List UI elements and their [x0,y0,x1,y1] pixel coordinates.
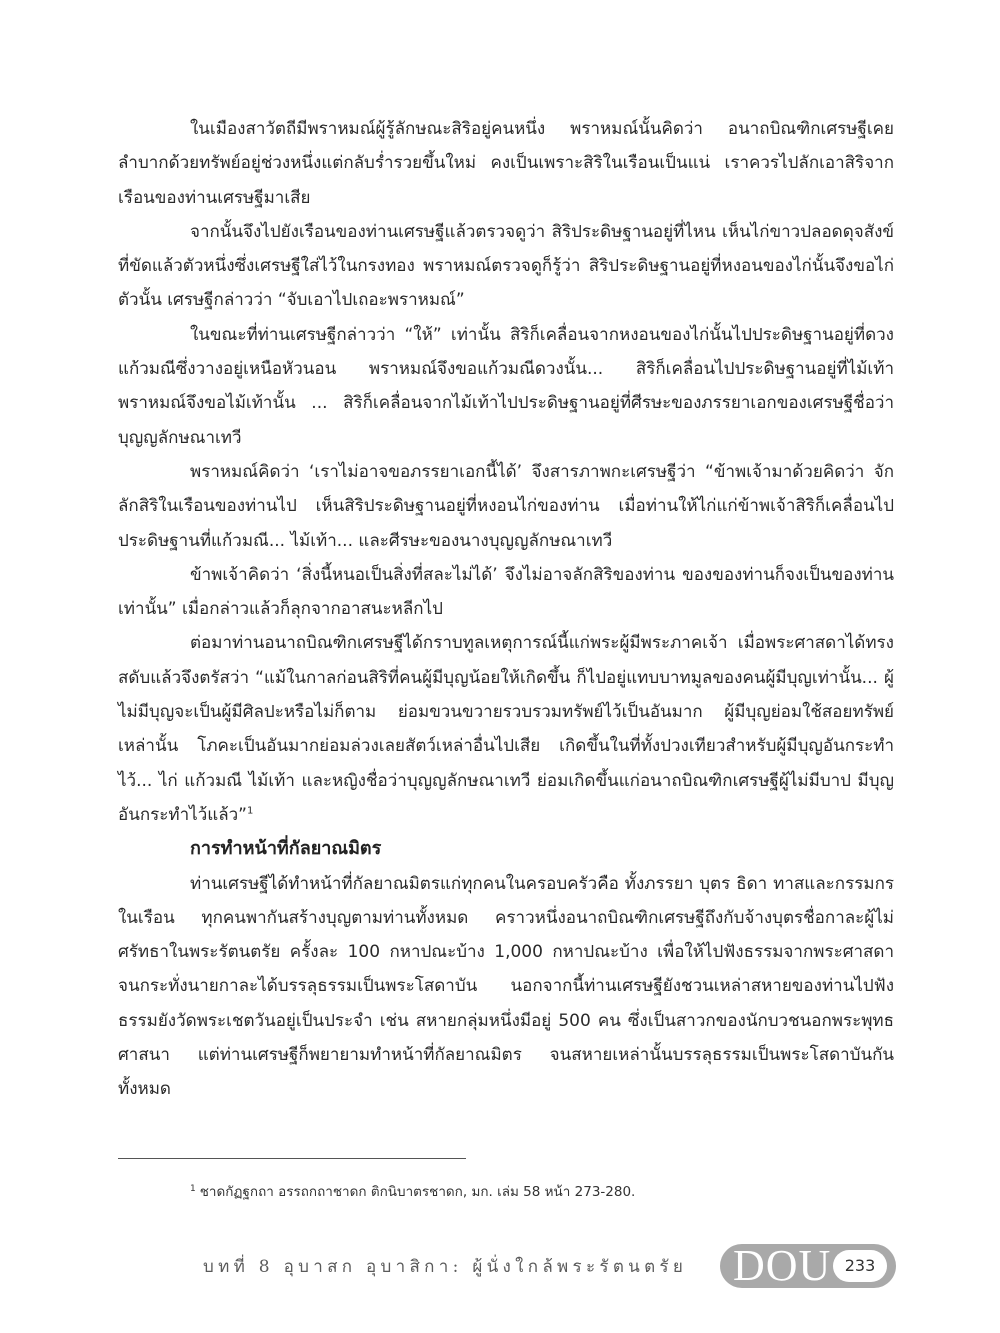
footnote [190,1180,635,1202]
body-paragraph-1: ในเมืองสาวัตถีมีพราหมณ์ผู้รู้ลักษณะสิริอยู่คนหนึ่ง พราหมณ์นั้นคิดว่า อนาถบิณฑิกเศรษฐีเคยลำบากด้วยทรัพย์อยู่ช่วงหนึ่งแต่กลับร่ำรวยขึ้นใหม่ คงเป็นเพราะสิริในเรือนเป็นแน่ เราควรไปลักเอาสิริจากเรือนของท่านเศรษฐีมาเสีย [118,119,894,208]
body-paragraph-7: ท่านเศรษฐีได้ทำหน้าที่กัลยาณมิตรแก่ทุกคนในครอบครัวคือ ทั้งภรรยา บุตร ธิดา ทาสและกรรมกรในเรือน ทุกคนพากันสร้างบุญตามท่านทั้งหมด คราวหนึ่งอนาถบิณฑิกเศรษฐีถึงกับจ้างบุตรชื่อกาละผู้ไม่ศรัทธาในพระรัตนตรัย ครั้งละ 100 กหาปณะบ้าง 1,000 กหาปณะบ้าง เพื่อให้ไปฟังธรรมจากพระศาสดา จนกระทั่งนายกาละได้บรรลุธรรมเป็นพระโสดาบัน นอกจากนี้ท่านเศรษฐียังชวนเหล่าสหายของท่านไปฟังธรรมยังวัดพระเชตวันอยู่เป็นประจำ เช่น สหายกลุ่มหนึ่งมีอยู่ 500 คน ซึ่งเป็นสาวกของนักบวชนอกพระพุทธศาสนา แต่ท่านเศรษฐีก็พยายามทำหน้าที่กัลยาณมิตร จนสหายเหล่านั้นบรรลุธรรมเป็นพระโสดาบันกันทั้งหมด [118,873,894,1100]
footnote-reference[interactable]: 1 [246,805,254,817]
dou-logo: DOU [733,1241,832,1290]
body-paragraph-6-text: ต่อมาท่านอนาถบิณฑิกเศรษฐีได้กราบทูลเหตุการณ์นี้แก่พระผู้มีพระภาคเจ้า เมื่อพระศาสดาได้ทรงสดับแล้วจึงตรัสว่า “แม้ในกาลก่อนสิริที่คนผู้มีบุญน้อยให้เกิดขึ้น ก็ไปอยู่แทบบาทมูลของคนผู้มีบุญเท่านั้น... ผู้ไม่มีบุญจะเป็นผู้มีศิลปะหรือไม่ก็ตาม ย่อมขวนขวายรวบรวมทรัพย์ไว้เป็นอันมาก ผู้มีบุญย่อมใช้สอยทรัพย์เหล่านั้น โภคะเป็นอันมากย่อมล่วงเลยสัตว์เหล่าอื่นไปเสีย เกิดขึ้นในที่ทั้งปวงเทียวสำหรับผู้มีบุญอันกระทำไว้... ไก่ แก้วมณี ไม้เท้า และหญิงชื่อว่าบุญญลักษณาเทวี ย่อมเกิดขึ้นแก่อนาถบิณฑิกเศรษฐีผู้ไม่มีบาป มีบุญอันกระทำไว้แล้ว” [118,633,894,825]
footnote-divider [118,1158,466,1159]
footnote-number: 1 [190,1183,196,1194]
page-number: 233 [833,1250,887,1282]
body-paragraph-4: พราหมณ์คิดว่า ‘เราไม่อาจขอภรรยาเอกนี้ได้’ จึงสารภาพกะเศรษฐีว่า “ข้าพเจ้ามาด้วยคิดว่า จักลักสิริในเรือนของท่านไป เห็นสิริประดิษฐานอยู่ที่หงอนไก่ของท่าน เมื่อท่านให้ไก่แก่ข้าพเจ้าสิริก็เคลื่อนไปประดิษฐานที่แก้วมณี... ไม้เท้า... และศีรษะของนางบุญญลักษณาเทวี [118,461,894,551]
body-paragraph-6 [118,626,894,832]
running-footer-title: บทที่ 8 อุบาสก อุบาสิกา: ผู้นั่งใกล้พระรัตนตรัย [203,1257,688,1277]
footnote-text: ชาดกัฏฐกถา อรรถกถาชาดก ติกนิบาตรชาดก, มก. เล่ม 58 หน้า 273-280. [199,1184,636,1200]
section-heading: การทำหน้าที่กัลยาณมิตร [190,838,382,860]
body-paragraph-2: จากนั้นจึงไปยังเรือนของท่านเศรษฐีแล้วตรวจดูว่า สิริประดิษฐานอยู่ที่ไหน เห็นไก่ขาวปลอดดุจสังข์ที่ขัดแล้วตัวหนึ่งซึ่งเศรษฐีใส่ไว้ในกรงทอง พราหมณ์ตรวจดูก็รู้ว่า สิริประดิษฐานอยู่ที่หงอนของไก่นั้นจึงขอไก่ตัวนั้น เศรษฐีกล่าวว่า “จับเอาไปเถอะพราหมณ์” [118,221,894,311]
page-body [118,112,894,1107]
body-paragraph-5: ข้าพเจ้าคิดว่า ‘สิ่งนี้หนอเป็นสิ่งที่สละไม่ได้’ จึงไม่อาจลักสิริของท่าน ของของท่านก็จงเป็นของท่านเท่านั้น” เมื่อกล่าวแล้วก็ลุกจากอาสนะหลีกไป [118,564,894,620]
body-paragraph-3: ในขณะที่ท่านเศรษฐีกล่าวว่า “ให้” เท่านั้น สิริก็เคลื่อนจากหงอนของไก่นั้นไปประดิษฐานอยู่ที่ดวงแก้วมณีซึ่งวางอยู่เหนือหัวนอน พราหมณ์จึงขอแก้วมณีดวงนั้น... สิริก็เคลื่อนไปประดิษฐานอยู่ที่ไม้เท้าพราหมณ์จึงขอไม้เท้านั้น ... สิริก็เคลื่อนจากไม้เท้าไปประดิษฐานอยู่ที่ศีรษะของภรรยาเอกของเศรษฐีชื่อว่าบุญญลักษณาเทวี [118,324,894,448]
